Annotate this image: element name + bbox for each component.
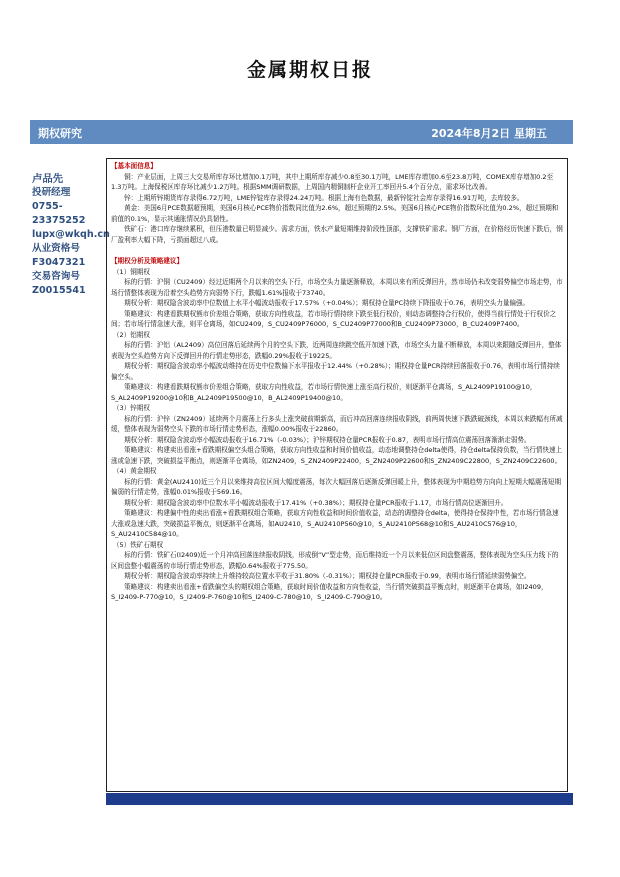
copper-analysis: 期权分析：期权隐含波动率中位数值上水平小幅波动报收于17.57%（+0.04%）；期权持仓量PC持续下降报收于0.76，表明空头力量偏强。	[124, 299, 530, 307]
zinc-market: 标的行情：沪锌（ZN2409）延续两个月震荡上行多头上涨突破前期新高，而后冲高回落连续报收阴线，前两周快速下跌跌破颈线，本周以来跌幅有所减缓，整体表现为弱势空头下跌的市场行情走势形态，涨幅0.00%报收于22860。	[111, 414, 563, 433]
analyst-role: 投研经理	[32, 187, 71, 198]
iron-ore-option-heading: （5）铁矿石期权	[113, 540, 163, 549]
gold-option-heading: （4）黄金期权	[113, 467, 157, 475]
header-banner	[30, 120, 573, 144]
fundamentals-iron-ore: 铁矿石：港口库存继续累积，但压港数量已明显减少。需求方面，铁水产量短期维持阶段性顶部，支撑铁矿需求。钢厂方面，在价格经历快速下跌后，钢厂盈利率大幅下降，亏损面超过八成。	[111, 225, 563, 244]
analyst-phone: 0755-23375252	[32, 201, 86, 226]
copper-strategy: 策略建议：构建看跌期权熊市价差组合策略，获取方向性收益，若市场行情持续下跌至低行权价，则动态调整持合行权价，使得当前行情处于行权价之间；若市场行情急速大涨，则平仓离场，如CU2409，S_CU2409P76000，S_CU2409P77000和B_CU2409P73000，B_CU2409P7400。	[111, 309, 557, 328]
copper-option-heading: （1）铜期权	[113, 267, 150, 276]
section-label: 期权研究	[38, 127, 82, 140]
iron-ore-strategy: 策略建议：构建卖出看涨+看跌偏空头的期权组合策略，获取时间价值收益和方向性收益，当行情突破损益平衡点时，则逐渐平仓离场，如I2409，S_I2409-P-770@10，S_I2409-P-760@10和S_I2409-C-780@10，S_I2409-C-790@10。	[111, 582, 548, 601]
zinc-option-heading: （3）锌期权	[113, 404, 150, 412]
strategy-heading: 【期权分析及策略建议】	[111, 257, 184, 265]
copper-market: 标的行情：沪铜（CU2409）经过近期两个月以来的空头下行，市场空头力量逐渐释放，本周以来有所反弹回升，然市场仍未改变弱势偏空市场走势，市场行情整体表现为沿着空头趋势方向弱势下行，跌幅1.61%报收于73740。	[111, 278, 563, 297]
fundamentals-zinc: 锌：上期所锌期货库存录得6.72万吨，LME锌锭库存录得24.24万吨。根据上海有色数据，最新锌锭社会库存录得16.91万吨，去库较多。	[124, 193, 524, 202]
fundamentals-heading: 【基本面信息】	[111, 162, 157, 170]
zinc-analysis: 期权分析：期权隐含波动率小幅波动报收于16.71%（-0.03%）；沪锌期权持仓量PCR报收于0.87，表明市场行情高位震荡回落渐渐走弱势。	[124, 435, 531, 444]
aluminum-strategy: 策略建议：构建看跌期权熊市价差组合策略，获取方向性收益，若市场行情快速上涨至高行权价，则逐渐平仓离场，S_AL2409P19100@10，S_AL2409P19200@10和B_AL2409P19500@10，B_AL2409P19400@10。	[111, 383, 537, 402]
gold-market: 标的行情：黄金(AU2410)近三个月以来维持高位区间大幅度震荡，每次大幅回落后逐渐反弹回暖上升，整体表现为中期趋势方向向上短期大幅震荡短期偏弱的行情走势，涨幅0.01%报收于569.16。	[111, 477, 562, 496]
license-label: 从业资格号	[32, 243, 80, 254]
iron-ore-analysis: 期权分析：期权隐含波动率持续上升维持较高位置水平收于31.80%（-0.31%）；期权持仓量PCR报收于0.99，表明市场行情延续弱势偏空。	[124, 572, 531, 580]
report-title: 金属期权日报	[246, 59, 373, 81]
consult-number: Z0015541	[32, 285, 86, 296]
gold-analysis: 期权分析：期权隐含波动率中位数水平小幅波动报收于17.41%（+0.38%）；期权持仓量PCR报收于1.17，市场行情高位逐渐回升。	[124, 498, 508, 507]
analyst-name: 卢品先	[32, 173, 64, 185]
report-body	[106, 158, 568, 792]
aluminum-option-heading: （2）铝期权	[113, 330, 150, 339]
analyst-info	[32, 172, 110, 298]
iron-ore-market: 标的行情：铁矿石(I2409)近一个月冲高回落连续报收阴线，形成倒“V”型走势，而后维持近一个月以来低位区间盘整震荡，整体表现为空头压力线下的区间盘整小幅震荡的市场行情走势形态，跌幅0.64%报收于775.50。	[111, 551, 559, 570]
fundamentals-copper: 铜：产业层面，上周三大交易所库存环比增加0.1万吨，其中上期所库存减少0.8至30.1万吨，LME库存增加0.6至23.8万吨，COMEX库存增加0.2至1.3万吨。上海保税区库存环比减少1.2万吨。根据SMM调研数据，上周国内精铜制杆企业开工率回升5.4个百分点，需求环比改善。	[111, 172, 554, 191]
zinc-strategy: 策略建议：构建卖出看涨+看跌期权偏空头组合策略，获取方向性收益和时间价值收益，动态地调整持仓delta使得，持仓delta保持负数，当行情快速上涨或急速下跌，突破损益平衡点，则逐渐平仓离场，如ZN2409，S_ZN2409P22400，S_ZN2409P22600和S_ZN2409C22800，S_ZN2409C22600。	[111, 446, 563, 465]
consult-label: 交易咨询号	[32, 271, 80, 282]
report-date: 2024年8月2日 星期五	[431, 127, 547, 140]
footer-bar	[106, 793, 573, 805]
gold-strategy: 策略建议：构建偏中性的卖出看涨+看跌期权组合策略，获取方向性收益和时间价值收益，动态的调整持仓delta，使得持仓保持中性，若市场行情急速大涨或急速大跌，突破损益平衡点，则逐渐平仓离场，如AU2410，S_AU2410P560@10，S_AU2410P568@10和S_AU2410C576@10，S_AU2410C584@10。	[111, 509, 559, 538]
aluminum-market: 标的行情：沪铝（AL2409）高位回落后延续两个月的空头下跌，近两周连续跳空低开加速下跌，市场空头力量不断释放，本周以来跟随反弹回升，整体表现为空头趋势方向下反弹回升的行情走势形态，跌幅0.29%报收于19225。	[111, 341, 562, 360]
aluminum-analysis: 期权分析：期权隐含波动率小幅波动维持在历史中位数偏下水平报收于12.44%（+0.28%）；期权持仓量PCR持续回落报收于0.76，表明市场行情持续偏空头。	[111, 362, 560, 381]
license-number: F3047321	[32, 257, 86, 268]
analyst-email: lupx@wkqh.cn	[32, 229, 110, 240]
fundamentals-gold: 黄金：美国6月PCE数据超预期，美国6月核心PCE物价指数同比值为2.6%，超过预期的2.5%。美国6月核心PCE物价指数环比值为0.2%，超过预期和前值的0.1%，显示其通胀情况仍具韧性。	[111, 204, 559, 223]
